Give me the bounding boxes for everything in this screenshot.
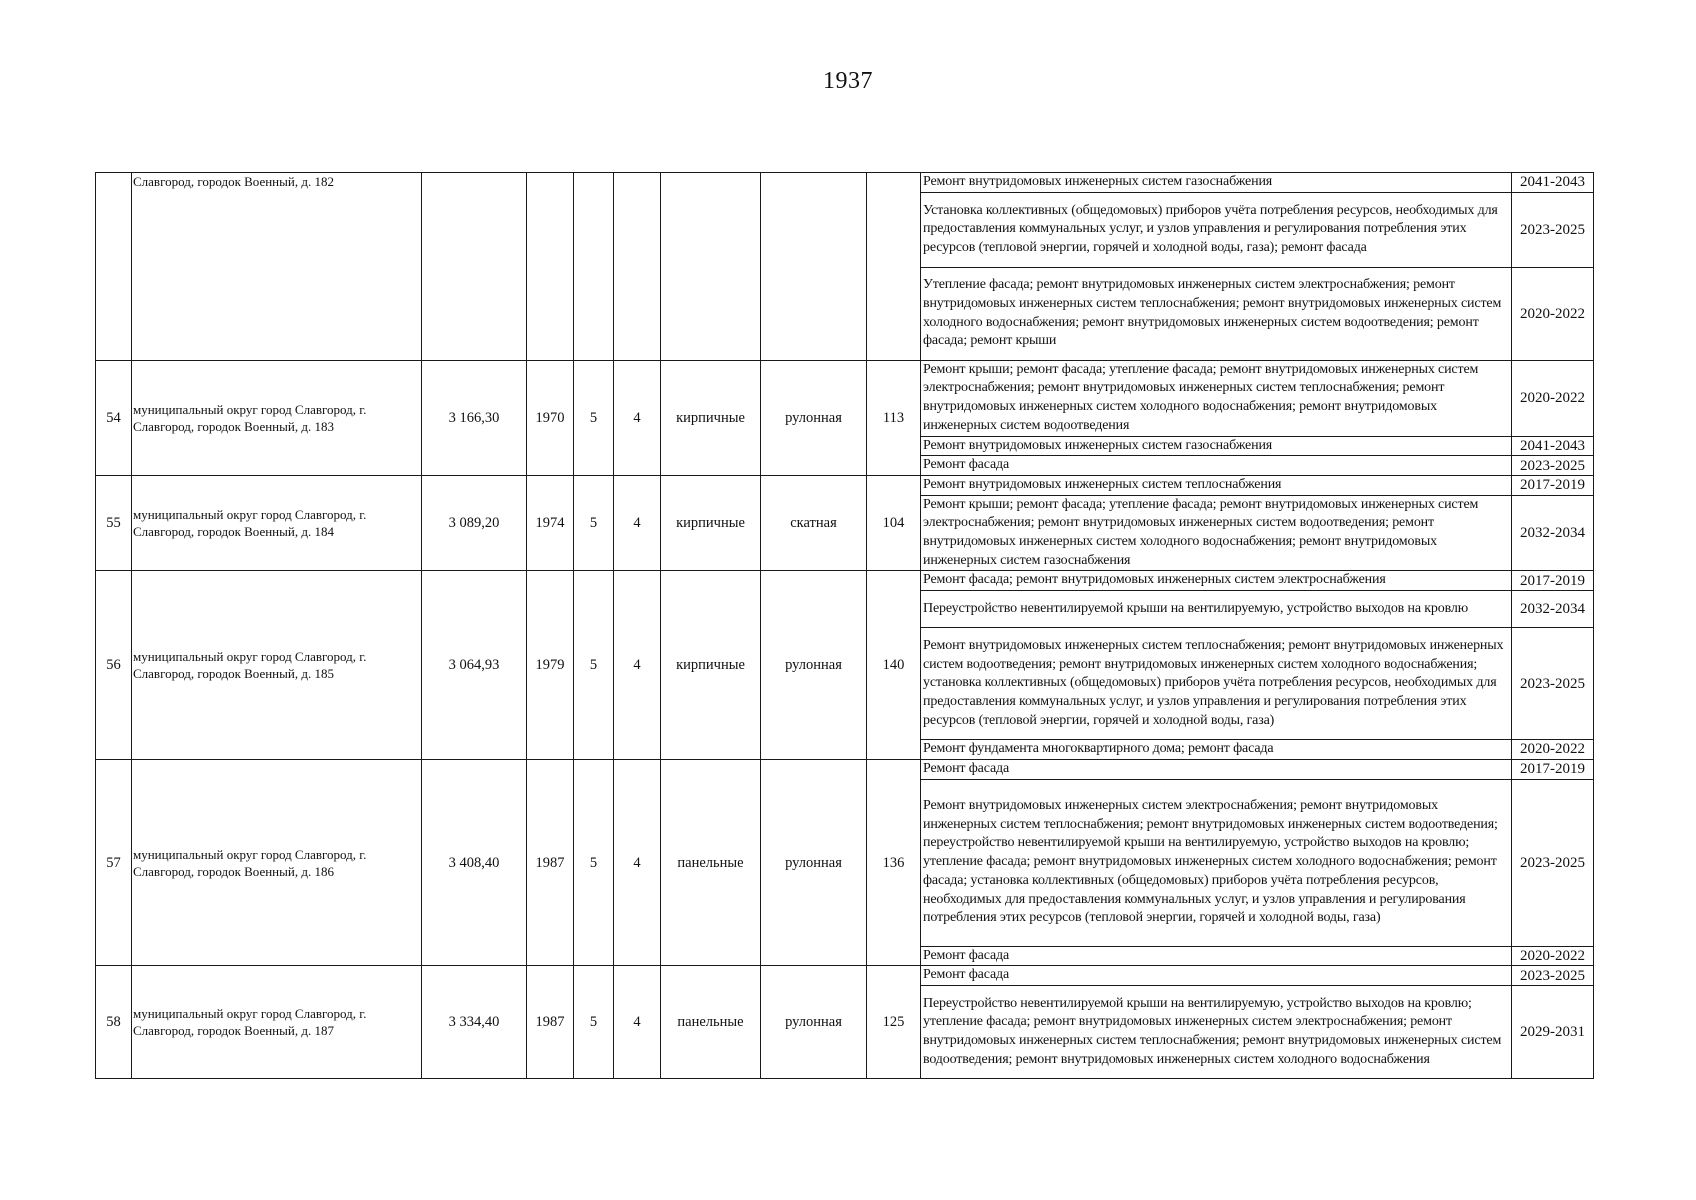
roof-cell: рулонная [761, 571, 867, 759]
work-period: 2041-2043 [1512, 436, 1594, 456]
year-cell: 1974 [527, 475, 574, 571]
work-description: Переустройство невентилируемой крыши на вентилируемую, устройство выходов на кровлю; утепление фасада; ремонт внутридомовых инженерных систем электроснабжения; ремонт внутридомовых инженерных систем теплоснабжения; ремонт внутридомовых инженерных систем водоотведения; ремонт внутридомовых инженерных систем холодного водоснабжения [921, 985, 1512, 1078]
row-number: 56 [96, 571, 132, 759]
entrances-cell: 4 [614, 759, 661, 965]
roof-cell: рулонная [761, 759, 867, 965]
walls-cell: панельные [661, 759, 761, 965]
area-cell: 3 166,30 [422, 360, 527, 475]
work-description: Ремонт внутридомовых инженерных систем электроснабжения; ремонт внутридомовых инженерных систем теплоснабжения; ремонт внутридомовых инженерных систем водоотведения; переустройство невентилируемой крыши на вентилируемую, устройство выходов на кровлю; утепление фасада; ремонт внутридомовых инженерных систем холодного водоснабжения; ремонт фасада; установка коллективных (общедомовых) приборов учёта потребления ресурсов, необходимых для предоставления коммунальных услуг, и узлов управления и регулирования потребления этих ресурсов (тепловой энергии, горячей и холодной воды, газа) [921, 779, 1512, 946]
work-description: Ремонт фасада [921, 456, 1512, 476]
year-cell: 1987 [527, 966, 574, 1079]
entrances-cell [614, 173, 661, 361]
work-period: 2017-2019 [1512, 571, 1594, 591]
work-description: Ремонт фасада; ремонт внутридомовых инженерных систем электроснабжения [921, 571, 1512, 591]
row-number: 55 [96, 475, 132, 571]
work-description: Ремонт фасада [921, 759, 1512, 779]
area-cell: 3 064,93 [422, 571, 527, 759]
row-number [96, 173, 132, 361]
floors-cell: 5 [574, 759, 614, 965]
work-description: Ремонт внутридомовых инженерных систем газоснабжения [921, 436, 1512, 456]
work-period: 2032-2034 [1512, 495, 1594, 571]
work-description: Ремонт фасада [921, 946, 1512, 966]
year-cell: 1987 [527, 759, 574, 965]
work-period: 2020-2022 [1512, 740, 1594, 760]
work-period: 2020-2022 [1512, 360, 1594, 436]
work-period: 2023-2025 [1512, 779, 1594, 946]
work-period: 2041-2043 [1512, 173, 1594, 193]
address-cell: муниципальный округ город Славгород, г. Славгород, городок Военный, д. 183 [132, 360, 422, 475]
area-cell [422, 173, 527, 361]
entrances-cell: 4 [614, 475, 661, 571]
residents-cell: 113 [867, 360, 921, 475]
work-period: 2023-2025 [1512, 966, 1594, 986]
table-row [96, 571, 1594, 591]
residents-cell [867, 173, 921, 361]
work-description: Ремонт внутридомовых инженерных систем теплоснабжения; ремонт внутридомовых инженерных систем водоотведения; ремонт внутридомовых инженерных систем холодного водоснабжения; установка коллективных (общедомовых) приборов учёта потребления ресурсов, необходимых для предоставления коммунальных услуг, и узлов управления и регулирования потребления этих ресурсов (тепловой энергии, горячей и холодной воды, газа) [921, 628, 1512, 740]
table-row [96, 966, 1594, 986]
roof-cell [761, 173, 867, 361]
roof-cell: рулонная [761, 966, 867, 1079]
area-cell: 3 334,40 [422, 966, 527, 1079]
roof-cell: скатная [761, 475, 867, 571]
address-cell: муниципальный округ город Славгород, г. Славгород, городок Военный, д. 184 [132, 475, 422, 571]
floors-cell: 5 [574, 360, 614, 475]
residents-cell: 136 [867, 759, 921, 965]
row-number: 57 [96, 759, 132, 965]
walls-cell: панельные [661, 966, 761, 1079]
address-cell: Славгород, городок Военный, д. 182 [132, 173, 422, 361]
walls-cell: кирпичные [661, 360, 761, 475]
roof-cell: рулонная [761, 360, 867, 475]
work-description: Ремонт фундамента многоквартирного дома; ремонт фасада [921, 740, 1512, 760]
floors-cell: 5 [574, 966, 614, 1079]
floors-cell: 5 [574, 571, 614, 759]
work-description: Переустройство невентилируемой крыши на вентилируемую, устройство выходов на кровлю [921, 591, 1512, 628]
work-period: 2017-2019 [1512, 759, 1594, 779]
work-description: Ремонт крыши; ремонт фасада; утепление фасада; ремонт внутридомовых инженерных систем электроснабжения; ремонт внутридомовых инженерных систем водоотведения; ремонт внутридомовых инженерных систем холодного водоснабжения; ремонт внутридомовых инженерных систем газоснабжения [921, 495, 1512, 571]
work-period: 2032-2034 [1512, 591, 1594, 628]
table-row [96, 759, 1594, 779]
walls-cell [661, 173, 761, 361]
residents-cell: 125 [867, 966, 921, 1079]
table-row [96, 360, 1594, 436]
work-description: Ремонт фасада [921, 966, 1512, 986]
walls-cell: кирпичные [661, 475, 761, 571]
table-row [96, 475, 1594, 495]
floors-cell [574, 173, 614, 361]
page-number: 1937 [823, 68, 873, 94]
work-description: Ремонт крыши; ремонт фасада; утепление фасада; ремонт внутридомовых инженерных систем электроснабжения; ремонт внутридомовых инженерных систем теплоснабжения; ремонт внутридомовых инженерных систем холодного водоснабжения; ремонт внутридомовых инженерных систем водоотведения [921, 360, 1512, 436]
address-cell: муниципальный округ город Славгород, г. Славгород, городок Военный, д. 186 [132, 759, 422, 965]
row-number: 54 [96, 360, 132, 475]
year-cell [527, 173, 574, 361]
address-cell: муниципальный округ город Славгород, г. Славгород, городок Военный, д. 187 [132, 966, 422, 1079]
table-row [96, 173, 1594, 193]
year-cell: 1979 [527, 571, 574, 759]
capital-repair-table [95, 172, 1594, 1079]
area-cell: 3 089,20 [422, 475, 527, 571]
work-period: 2023-2025 [1512, 456, 1594, 476]
work-period: 2023-2025 [1512, 628, 1594, 740]
entrances-cell: 4 [614, 571, 661, 759]
year-cell: 1970 [527, 360, 574, 475]
work-period: 2023-2025 [1512, 192, 1594, 267]
row-number: 58 [96, 966, 132, 1079]
work-description: Утепление фасада; ремонт внутридомовых инженерных систем электроснабжения; ремонт внутридомовых инженерных систем теплоснабжения; ремонт внутридомовых инженерных систем холодного водоснабжения; ремонт внутридомовых инженерных систем водоотведения; ремонт фасада; ремонт крыши [921, 267, 1512, 360]
work-period: 2017-2019 [1512, 475, 1594, 495]
floors-cell: 5 [574, 475, 614, 571]
address-cell: муниципальный округ город Славгород, г. Славгород, городок Военный, д. 185 [132, 571, 422, 759]
work-period: 2020-2022 [1512, 946, 1594, 966]
walls-cell: кирпичные [661, 571, 761, 759]
residents-cell: 140 [867, 571, 921, 759]
work-period: 2020-2022 [1512, 267, 1594, 360]
residents-cell: 104 [867, 475, 921, 571]
work-period: 2029-2031 [1512, 985, 1594, 1078]
area-cell: 3 408,40 [422, 759, 527, 965]
work-description: Ремонт внутридомовых инженерных систем газоснабжения [921, 173, 1512, 193]
work-description: Установка коллективных (общедомовых) приборов учёта потребления ресурсов, необходимых для предоставления коммунальных услуг, и узлов управления и регулирования потребления этих ресурсов (тепловой энергии, горячей и холодной воды, газа); ремонт фасада [921, 192, 1512, 267]
work-description: Ремонт внутридомовых инженерных систем теплоснабжения [921, 475, 1512, 495]
entrances-cell: 4 [614, 360, 661, 475]
entrances-cell: 4 [614, 966, 661, 1079]
